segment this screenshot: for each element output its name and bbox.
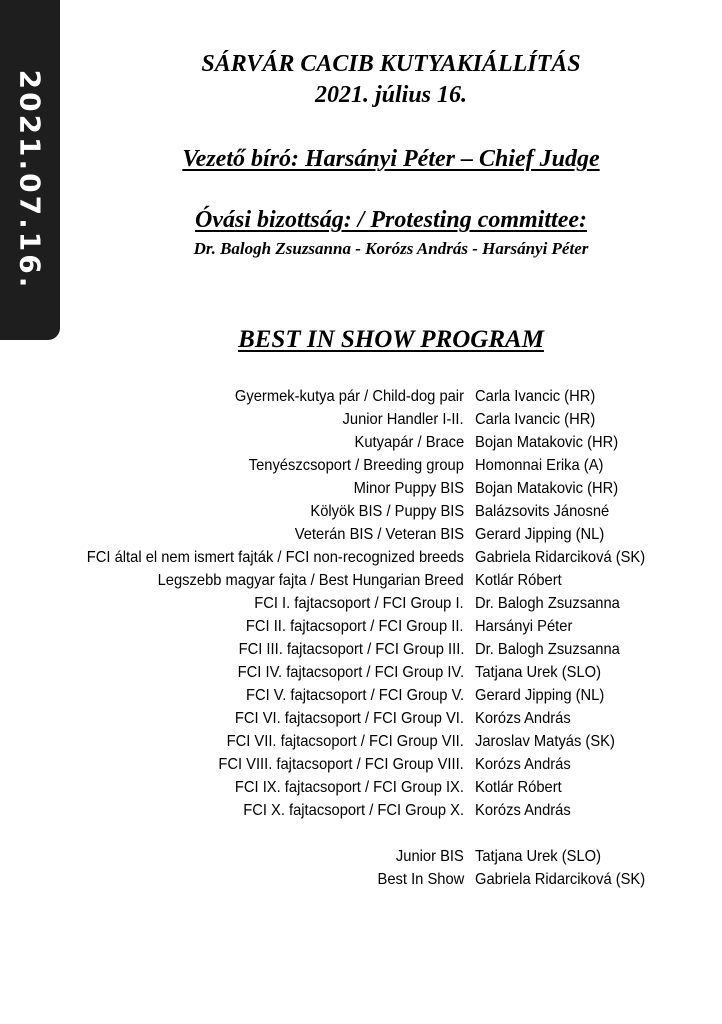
program-judge: Bojan Matakovic (HR) [475,480,619,497]
program-category: FCI VII. fajtacsoport / FCI Group VII. [226,733,464,750]
program-row [0,756,722,779]
program-title-line [60,324,722,356]
program-category: FCI III. fajtacsoport / FCI Group III. [238,641,464,658]
program-judge: Dr. Balogh Zsuzsanna [475,595,620,612]
program-row-final [0,848,722,871]
program-category: Best In Show [377,871,464,888]
program-judge: Tatjana Urek (SLO) [475,848,601,865]
chief-judge-text: Vezető bíró: Harsányi Péter – Chief Judge [182,146,600,172]
program-row [0,733,722,756]
program-category: FCI II. fajtacsoport / FCI Group II. [246,618,464,635]
program-judge: Bojan Matakovic (HR) [475,434,619,451]
program-spacer [0,825,722,848]
program-judge: Gerard Jipping (NL) [475,526,605,543]
program-category: Kutyapár / Brace [354,434,464,451]
program-category: FCI V. fajtacsoport / FCI Group V. [245,687,464,704]
program-judge: Gabriela Ridarciková (SK) [475,549,646,566]
program-judge: Carla Ivancic (HR) [475,411,596,428]
program-row [0,549,722,572]
program-category: FCI IX. fajtacsoport / FCI Group IX. [234,779,464,796]
program-category: Gyermek-kutya pár / Child-dog pair [234,388,464,405]
program-judge: Tatjana Urek (SLO) [475,664,601,681]
show-date: 2021. július 16. [314,82,468,108]
committee-members: Dr. Balogh Zsuzsanna - Korózs András - Harsányi Péter [193,239,589,258]
program-category: Legszebb magyar fajta / Best Hungarian Breed [157,572,464,589]
side-date-label: 2021.07.16. [13,69,47,291]
program-row [0,687,722,710]
program-category: FCI I. fajtacsoport / FCI Group I. [254,595,464,612]
show-title: SÁRVÁR CACIB KUTYAKIÁLLÍTÁS [201,51,581,77]
program-category: FCI VI. fajtacsoport / FCI Group VI. [234,710,464,727]
program-category: Minor Puppy BIS [353,480,464,497]
program-judge: Kotlár Róbert [475,779,562,796]
program-judge: Balázsovits Jánosné [475,503,610,520]
committee-title-text: Óvási bizottság: / Protesting committee: [195,207,587,233]
program-category: FCI IV. fajtacsoport / FCI Group IV. [237,664,464,681]
program-judge: Gerard Jipping (NL) [475,687,605,704]
program-row [0,641,722,664]
program-row-final [0,871,722,894]
program-category: FCI által el nem ismert fajták / FCI non-recognized breeds [86,549,464,566]
program-row [0,457,722,480]
program-category: Kölyök BIS / Puppy BIS [310,503,464,520]
program-row [0,710,722,733]
program-judge: Jaroslav Matyás (SK) [475,733,615,750]
program-row [0,595,722,618]
program-category: FCI X. fajtacsoport / FCI Group X. [243,802,464,819]
program-title: BEST IN SHOW PROGRAM [238,326,544,353]
program-judge: Korózs András [475,802,571,819]
program-row [0,779,722,802]
program-judge: Kotlár Róbert [475,572,562,589]
program-judge: Gabriela Ridarciková (SK) [475,871,646,888]
program-row [0,664,722,687]
chief-judge-line [60,144,722,174]
program-category: Junior Handler I-II. [342,411,464,428]
program-row [0,526,722,549]
program-row [0,411,722,434]
program-category: Tenyészcsoport / Breeding group [248,457,464,474]
program-row [0,388,722,411]
program-category: Junior BIS [396,848,464,865]
program-judge: Carla Ivancic (HR) [475,388,596,405]
program-judge: Korózs András [475,756,571,773]
program-judge: Korózs András [475,710,571,727]
side-date-tab [0,0,60,340]
program-row [0,480,722,503]
program-judge: Homonnai Erika (A) [475,457,604,474]
committee-title-line [60,205,722,235]
program-category: Veterán BIS / Veteran BIS [294,526,464,543]
program-row [0,434,722,457]
program-row [0,572,722,595]
program-table [0,388,722,894]
program-row [0,618,722,641]
program-judge: Dr. Balogh Zsuzsanna [475,641,620,658]
program-row [0,503,722,526]
program-judge: Harsányi Péter [475,618,573,635]
program-category: FCI VIII. fajtacsoport / FCI Group VIII. [218,756,464,773]
program-row [0,802,722,825]
